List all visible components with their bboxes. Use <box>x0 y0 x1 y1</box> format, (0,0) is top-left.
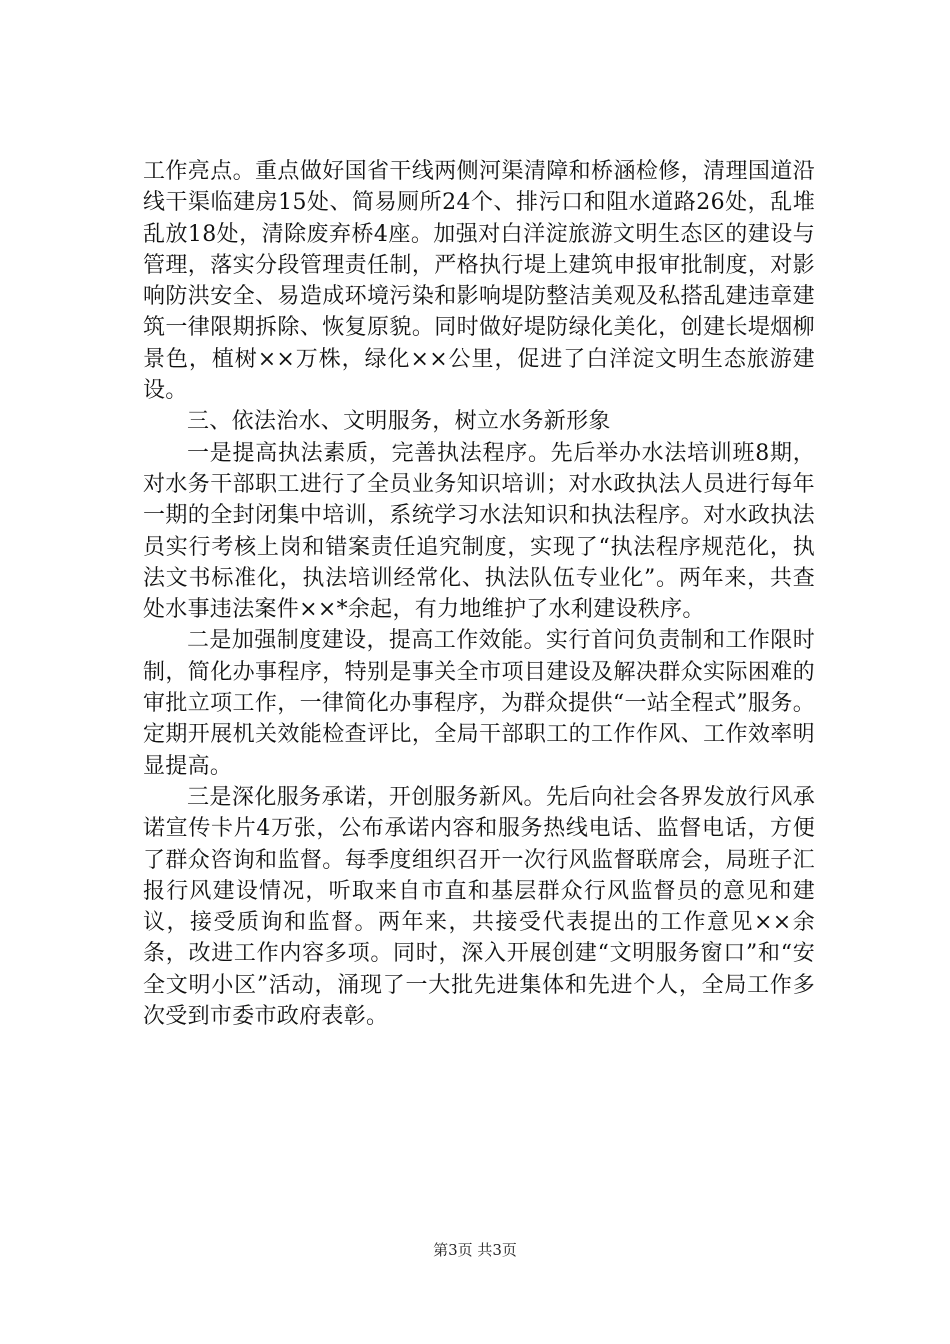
paragraph-system-building: 二是加强制度建设，提高工作效能。实行首问负责制和工作限时制，简化办事程序，特别是事关全市项目建设及解决群众实际困难的审批立项工作，一律简化办事程序，为群众提供“一站全程式”服务。定期开展机关效能检查评比，全局干部职工的工作作风、工作效率明显提高。 <box>143 628 815 779</box>
paragraph-law-enforcement: 一是提高执法素质，完善执法程序。先后举办水法培训班8期，对水务干部职工进行了全员业务知识培训；对水政执法人员进行每年一期的全封闭集中培训，系统学习水法知识和执法程序。对水政执法员实行考核上岗和错案责任追究制度，实现了“执法程序规范化，执法文书标准化，执法培训经常化、执法队伍专业化”。两年来，共查处水事违法案件××*余起，有力地维护了水利建设秩序。 <box>143 440 815 623</box>
section-heading: 三、依法治水、文明服务，树立水务新形象 <box>187 409 611 435</box>
document-body <box>143 156 815 1032</box>
paragraph-continuation: 工作亮点。重点做好国省干线两侧河渠清障和桥涵检修，清理国道沿线干渠临建房15处、简易厕所24个、排污口和阻水道路26处，乱堆乱放18处，清除废弃桥4座。加强对白洋淀旅游文明生态区的建设与管理，落实分段管理责任制，严格执行堤上建筑申报审批制度，对影响防洪安全、易造成环境污染和影响堤防整洁美观及私搭乱建违章建筑一律限期拆除、恢复原貌。同时做好堤防绿化美化，创建长堤烟柳景色，植树××万株，绿化××公里，促进了白洋淀文明生态旅游建设。 <box>143 159 815 404</box>
page-footer: 第3页 共3页 <box>433 1241 517 1259</box>
paragraph-service-commitment: 三是深化服务承诺，开创服务新风。先后向社会各界发放行风承诺宣传卡片4万张，公布承诺内容和服务热线电话、监督电话，方便了群众咨询和监督。每季度组织召开一次行风监督联席会，局班子汇报行风建设情况，听取来自市直和基层群众行风监督员的意见和建议，接受质询和监督。两年来，共接受代表提出的工作意见××余条，改进工作内容多项。同时，深入开展创建“文明服务窗口”和“安全文明小区”活动，涌现了一大批先进集体和先进个人，全局工作多次受到市委市政府表彰。 <box>143 784 815 1030</box>
